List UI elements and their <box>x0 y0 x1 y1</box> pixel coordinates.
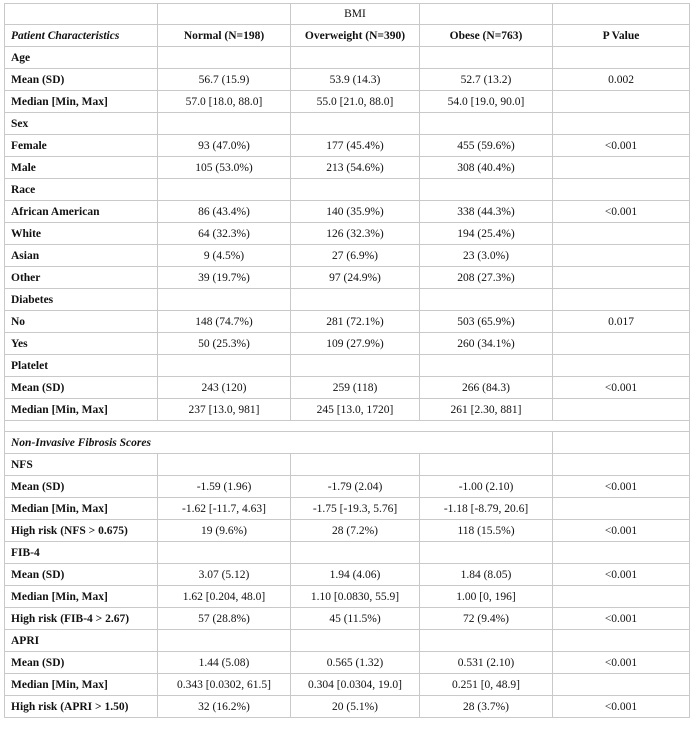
cell-overweight: 28 (7.2%) <box>291 520 420 542</box>
cell-normal: -1.59 (1.96) <box>158 476 291 498</box>
table-row <box>5 267 690 289</box>
cell-obese: 266 (84.3) <box>420 377 553 399</box>
cell-normal: 39 (19.7%) <box>158 267 291 289</box>
cell-p-value: <0.001 <box>553 696 690 718</box>
cell-obese: -1.00 (2.10) <box>420 476 553 498</box>
cell-p-value: <0.001 <box>553 135 690 157</box>
cell-obese: 308 (40.4%) <box>420 157 553 179</box>
table-row <box>5 311 690 333</box>
blank-cell <box>291 454 420 476</box>
cell-obese: 260 (34.1%) <box>420 333 553 355</box>
cell-overweight: 177 (45.4%) <box>291 135 420 157</box>
table-row <box>5 696 690 718</box>
cell-overweight: 259 (118) <box>291 377 420 399</box>
section-row <box>5 542 690 564</box>
cell-obese: -1.18 [-8.79, 20.6] <box>420 498 553 520</box>
cell-normal: 32 (16.2%) <box>158 696 291 718</box>
blank-cell <box>420 289 553 311</box>
section-row <box>5 47 690 69</box>
cell-obese: 208 (27.3%) <box>420 267 553 289</box>
cell-p-value: <0.001 <box>553 652 690 674</box>
table-row <box>5 564 690 586</box>
cell-obese: 28 (3.7%) <box>420 696 553 718</box>
blank-cell <box>291 47 420 69</box>
cell-overweight: 140 (35.9%) <box>291 201 420 223</box>
cell-obese: 1.00 [0, 196] <box>420 586 553 608</box>
cell-p-value: 0.002 <box>553 69 690 91</box>
header-blank-cell <box>420 4 553 25</box>
blank-cell <box>553 454 690 476</box>
row-label: Median [Min, Max] <box>5 91 158 113</box>
cell-normal: 237 [13.0, 981] <box>158 399 291 421</box>
row-label: Median [Min, Max] <box>5 674 158 696</box>
cell-normal: 243 (120) <box>158 377 291 399</box>
section-row <box>5 113 690 135</box>
blank-cell <box>553 432 690 454</box>
blank-cell <box>291 179 420 201</box>
column-header-obese: Obese (N=763) <box>420 25 553 47</box>
cell-normal: 1.44 (5.08) <box>158 652 291 674</box>
section-row <box>5 454 690 476</box>
subheading-row <box>5 432 690 454</box>
cell-obese: 118 (15.5%) <box>420 520 553 542</box>
blank-cell <box>158 113 291 135</box>
row-label: Median [Min, Max] <box>5 586 158 608</box>
cell-obese: 194 (25.4%) <box>420 223 553 245</box>
section-row <box>5 289 690 311</box>
cell-p-value <box>553 498 690 520</box>
cell-obese: 23 (3.0%) <box>420 245 553 267</box>
cell-overweight: 0.565 (1.32) <box>291 652 420 674</box>
column-header-normal: Normal (N=198) <box>158 25 291 47</box>
blank-cell <box>420 179 553 201</box>
section-label: Diabetes <box>5 289 158 311</box>
blank-cell <box>420 355 553 377</box>
section-row <box>5 179 690 201</box>
cell-overweight: 126 (32.3%) <box>291 223 420 245</box>
bmi-group-header: BMI <box>291 4 420 25</box>
blank-cell <box>291 630 420 652</box>
table-row <box>5 476 690 498</box>
section-label: Platelet <box>5 355 158 377</box>
cell-obese: 455 (59.6%) <box>420 135 553 157</box>
cell-overweight: 97 (24.9%) <box>291 267 420 289</box>
section-label: Sex <box>5 113 158 135</box>
cell-normal: 0.343 [0.0302, 61.5] <box>158 674 291 696</box>
blank-cell <box>291 289 420 311</box>
blank-cell <box>420 47 553 69</box>
cell-obese: 261 [2.30, 881] <box>420 399 553 421</box>
cell-overweight: 245 [13.0, 1720] <box>291 399 420 421</box>
row-label: Mean (SD) <box>5 652 158 674</box>
cell-p-value <box>553 91 690 113</box>
cell-overweight: -1.79 (2.04) <box>291 476 420 498</box>
cell-normal: 1.62 [0.204, 48.0] <box>158 586 291 608</box>
cell-p-value <box>553 586 690 608</box>
cell-p-value <box>553 245 690 267</box>
cell-normal: 3.07 (5.12) <box>158 564 291 586</box>
table-row <box>5 652 690 674</box>
blank-cell <box>553 179 690 201</box>
blank-cell <box>158 542 291 564</box>
row-label: Other <box>5 267 158 289</box>
blank-cell <box>420 113 553 135</box>
blank-cell <box>553 355 690 377</box>
blank-cell <box>158 630 291 652</box>
cell-normal: 9 (4.5%) <box>158 245 291 267</box>
row-label: Mean (SD) <box>5 69 158 91</box>
row-label: African American <box>5 201 158 223</box>
subheading-label: Non-Invasive Fibrosis Scores <box>5 432 553 454</box>
section-row <box>5 355 690 377</box>
table-row <box>5 333 690 355</box>
blank-cell <box>553 542 690 564</box>
row-label: Male <box>5 157 158 179</box>
table-row <box>5 91 690 113</box>
row-label: Mean (SD) <box>5 377 158 399</box>
row-label: Median [Min, Max] <box>5 498 158 520</box>
patient-characteristics-table <box>4 3 690 718</box>
blank-cell <box>158 47 291 69</box>
table-row <box>5 586 690 608</box>
cell-overweight: 213 (54.6%) <box>291 157 420 179</box>
cell-normal: -1.62 [-11.7, 4.63] <box>158 498 291 520</box>
section-row <box>5 630 690 652</box>
table-row <box>5 223 690 245</box>
section-label: NFS <box>5 454 158 476</box>
spacer-row <box>5 421 690 432</box>
cell-p-value <box>553 267 690 289</box>
blank-cell <box>158 355 291 377</box>
row-label: No <box>5 311 158 333</box>
cell-p-value: <0.001 <box>553 608 690 630</box>
cell-normal: 105 (53.0%) <box>158 157 291 179</box>
cell-obese: 338 (44.3%) <box>420 201 553 223</box>
cell-normal: 19 (9.6%) <box>158 520 291 542</box>
cell-p-value <box>553 399 690 421</box>
blank-cell <box>291 542 420 564</box>
cell-overweight: 20 (5.1%) <box>291 696 420 718</box>
spacer-cell <box>5 421 690 432</box>
cell-normal: 148 (74.7%) <box>158 311 291 333</box>
blank-cell <box>291 113 420 135</box>
row-label: White <box>5 223 158 245</box>
row-label: Asian <box>5 245 158 267</box>
section-label: Race <box>5 179 158 201</box>
cell-p-value: <0.001 <box>553 377 690 399</box>
blank-cell <box>291 355 420 377</box>
blank-cell <box>553 289 690 311</box>
cell-overweight: 0.304 [0.0304, 19.0] <box>291 674 420 696</box>
table-row <box>5 157 690 179</box>
table-row <box>5 377 690 399</box>
row-label: Female <box>5 135 158 157</box>
cell-p-value <box>553 333 690 355</box>
row-label: Yes <box>5 333 158 355</box>
cell-overweight: 27 (6.9%) <box>291 245 420 267</box>
cell-p-value: 0.017 <box>553 311 690 333</box>
blank-cell <box>420 454 553 476</box>
table-row <box>5 135 690 157</box>
table-row <box>5 69 690 91</box>
table-row <box>5 498 690 520</box>
cell-normal: 57 (28.8%) <box>158 608 291 630</box>
blank-cell <box>553 630 690 652</box>
cell-overweight: 1.94 (4.06) <box>291 564 420 586</box>
cell-obese: 52.7 (13.2) <box>420 69 553 91</box>
section-label: FIB-4 <box>5 542 158 564</box>
cell-overweight: 45 (11.5%) <box>291 608 420 630</box>
cell-overweight: 281 (72.1%) <box>291 311 420 333</box>
cell-overweight: -1.75 [-19.3, 5.76] <box>291 498 420 520</box>
column-header-characteristics: Patient Characteristics <box>5 25 158 47</box>
table-row <box>5 245 690 267</box>
table-container <box>4 3 690 718</box>
cell-obese: 0.251 [0, 48.9] <box>420 674 553 696</box>
cell-p-value: <0.001 <box>553 520 690 542</box>
cell-normal: 57.0 [18.0, 88.0] <box>158 91 291 113</box>
table-row <box>5 520 690 542</box>
cell-normal: 50 (25.3%) <box>158 333 291 355</box>
blank-cell <box>553 113 690 135</box>
header-blank-cell <box>158 4 291 25</box>
blank-cell <box>420 542 553 564</box>
blank-cell <box>158 289 291 311</box>
bmi-group-header-row <box>5 4 690 25</box>
row-label: Mean (SD) <box>5 476 158 498</box>
row-label: Mean (SD) <box>5 564 158 586</box>
cell-normal: 56.7 (15.9) <box>158 69 291 91</box>
cell-overweight: 109 (27.9%) <box>291 333 420 355</box>
cell-overweight: 55.0 [21.0, 88.0] <box>291 91 420 113</box>
cell-obese: 503 (65.9%) <box>420 311 553 333</box>
row-label: High risk (APRI > 1.50) <box>5 696 158 718</box>
cell-overweight: 53.9 (14.3) <box>291 69 420 91</box>
blank-cell <box>553 47 690 69</box>
cell-normal: 86 (43.4%) <box>158 201 291 223</box>
table-row <box>5 608 690 630</box>
cell-p-value <box>553 223 690 245</box>
cell-obese: 0.531 (2.10) <box>420 652 553 674</box>
blank-cell <box>158 179 291 201</box>
blank-cell <box>158 454 291 476</box>
header-blank-cell <box>553 4 690 25</box>
blank-cell <box>420 630 553 652</box>
table-body <box>5 47 690 718</box>
table-row <box>5 399 690 421</box>
section-label: APRI <box>5 630 158 652</box>
column-header-overweight: Overweight (N=390) <box>291 25 420 47</box>
cell-normal: 64 (32.3%) <box>158 223 291 245</box>
row-label: High risk (FIB-4 > 2.67) <box>5 608 158 630</box>
cell-p-value: <0.001 <box>553 476 690 498</box>
cell-overweight: 1.10 [0.0830, 55.9] <box>291 586 420 608</box>
table-row <box>5 674 690 696</box>
column-header-row <box>5 25 690 47</box>
cell-obese: 1.84 (8.05) <box>420 564 553 586</box>
cell-normal: 93 (47.0%) <box>158 135 291 157</box>
cell-obese: 54.0 [19.0, 90.0] <box>420 91 553 113</box>
cell-obese: 72 (9.4%) <box>420 608 553 630</box>
section-label: Age <box>5 47 158 69</box>
cell-p-value <box>553 157 690 179</box>
cell-p-value <box>553 674 690 696</box>
cell-p-value: <0.001 <box>553 564 690 586</box>
cell-p-value: <0.001 <box>553 201 690 223</box>
row-label: High risk (NFS > 0.675) <box>5 520 158 542</box>
header-blank-cell <box>5 4 158 25</box>
row-label: Median [Min, Max] <box>5 399 158 421</box>
column-header-p-value: P Value <box>553 25 690 47</box>
table-row <box>5 201 690 223</box>
